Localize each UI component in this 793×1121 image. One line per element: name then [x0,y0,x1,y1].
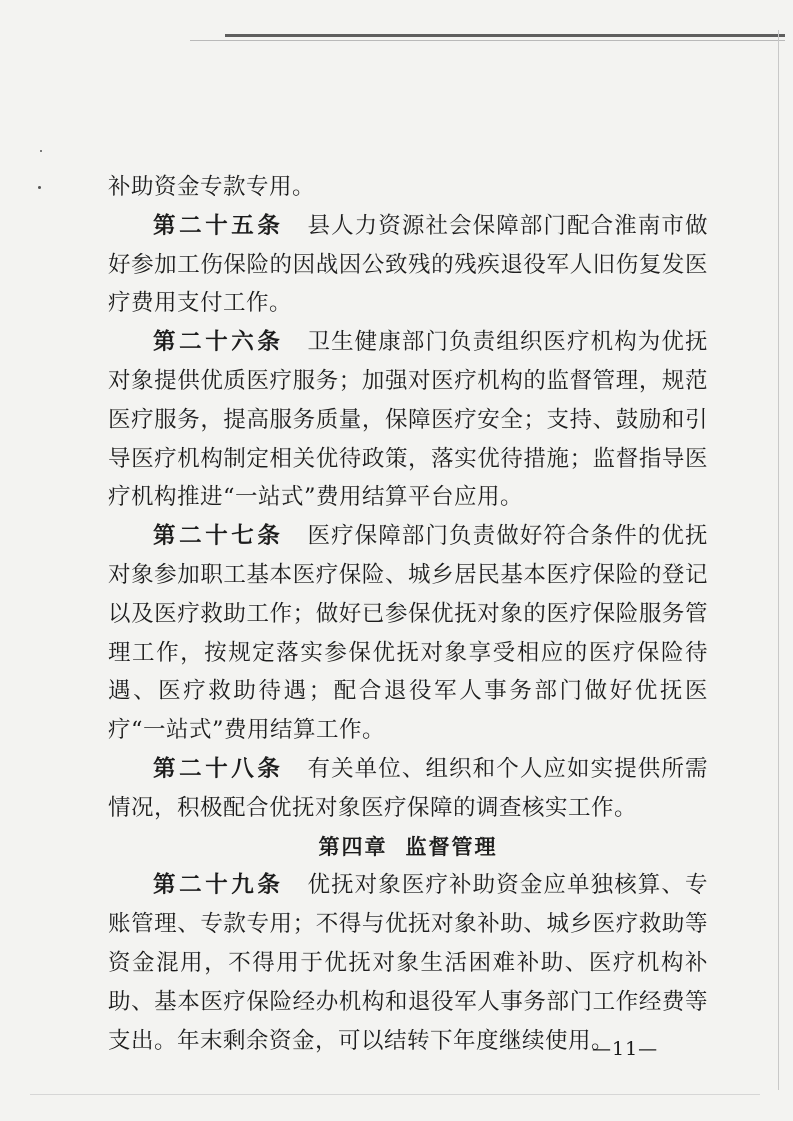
article-text: 优抚对象医疗补助资金应单独核算、专账管理、专款专用；不得与优抚对象补助、城乡医疗救助等资金混用，不得用于优抚对象生活困难补助、医疗机构补助、基本医疗保险经办机构和退役军人事务部门工作经费等支出。年末剩余资金，可以结转下年度继续使用。 [108,872,708,1054]
chapter-title: 监督管理 [405,834,498,859]
top-rule [225,34,785,37]
scan-speck [38,186,41,189]
continuation-line: 补助资金专款专用。 [108,174,316,200]
chapter-number: 第四章 [318,834,388,859]
article-28 [108,750,708,828]
article-number: 第二十五条 [153,212,284,239]
document-body [108,168,708,1060]
article-text: 卫生健康部门负责组织医疗机构为优抚对象提供优质医疗服务；加强对医疗机构的监督管理，规范医疗服务，提高服务质量，保障医疗安全；支持、鼓励和引导医疗机构制定相关优待政策，落实优待措施；监督指导医疗机构推进“一站式”费用结算平台应用。 [108,329,708,511]
top-rule-shadow [190,40,785,41]
chapter-heading [108,828,708,867]
article-number: 第二十七条 [153,523,284,550]
article-number: 第二十八条 [153,755,284,782]
scan-speck [40,150,42,152]
article-29 [108,866,708,1060]
scan-edge-bottom [30,1094,760,1095]
page-number: —11— [592,1038,659,1060]
article-text: 县人力资源社会保障部门配合淮南市做好参加工伤保险的因战因公致残的残疾退役军人旧伤复发医疗费用支付工作。 [108,212,708,317]
article-text: 医疗保障部门负责做好符合条件的优抚对象参加职工基本医疗保险、城乡居民基本医疗保险的登记以及医疗救助工作；做好已参保优抚对象的医疗保险服务管理工作，按规定落实参保优抚对象享受相应的医疗保险待遇、医疗救助待遇；配合退役军人事务部门做好优抚医疗“一站式”费用结算工作。 [108,523,708,744]
article-number: 第二十九条 [153,872,284,899]
article-number: 第二十六条 [153,329,284,356]
article-25 [108,207,708,323]
article-26 [108,323,708,517]
scan-edge-right [778,30,779,1090]
article-text: 有关单位、组织和个人应如实提供所需情况，积极配合优抚对象医疗保障的调查核实工作。 [108,755,708,821]
article-27 [108,517,708,750]
